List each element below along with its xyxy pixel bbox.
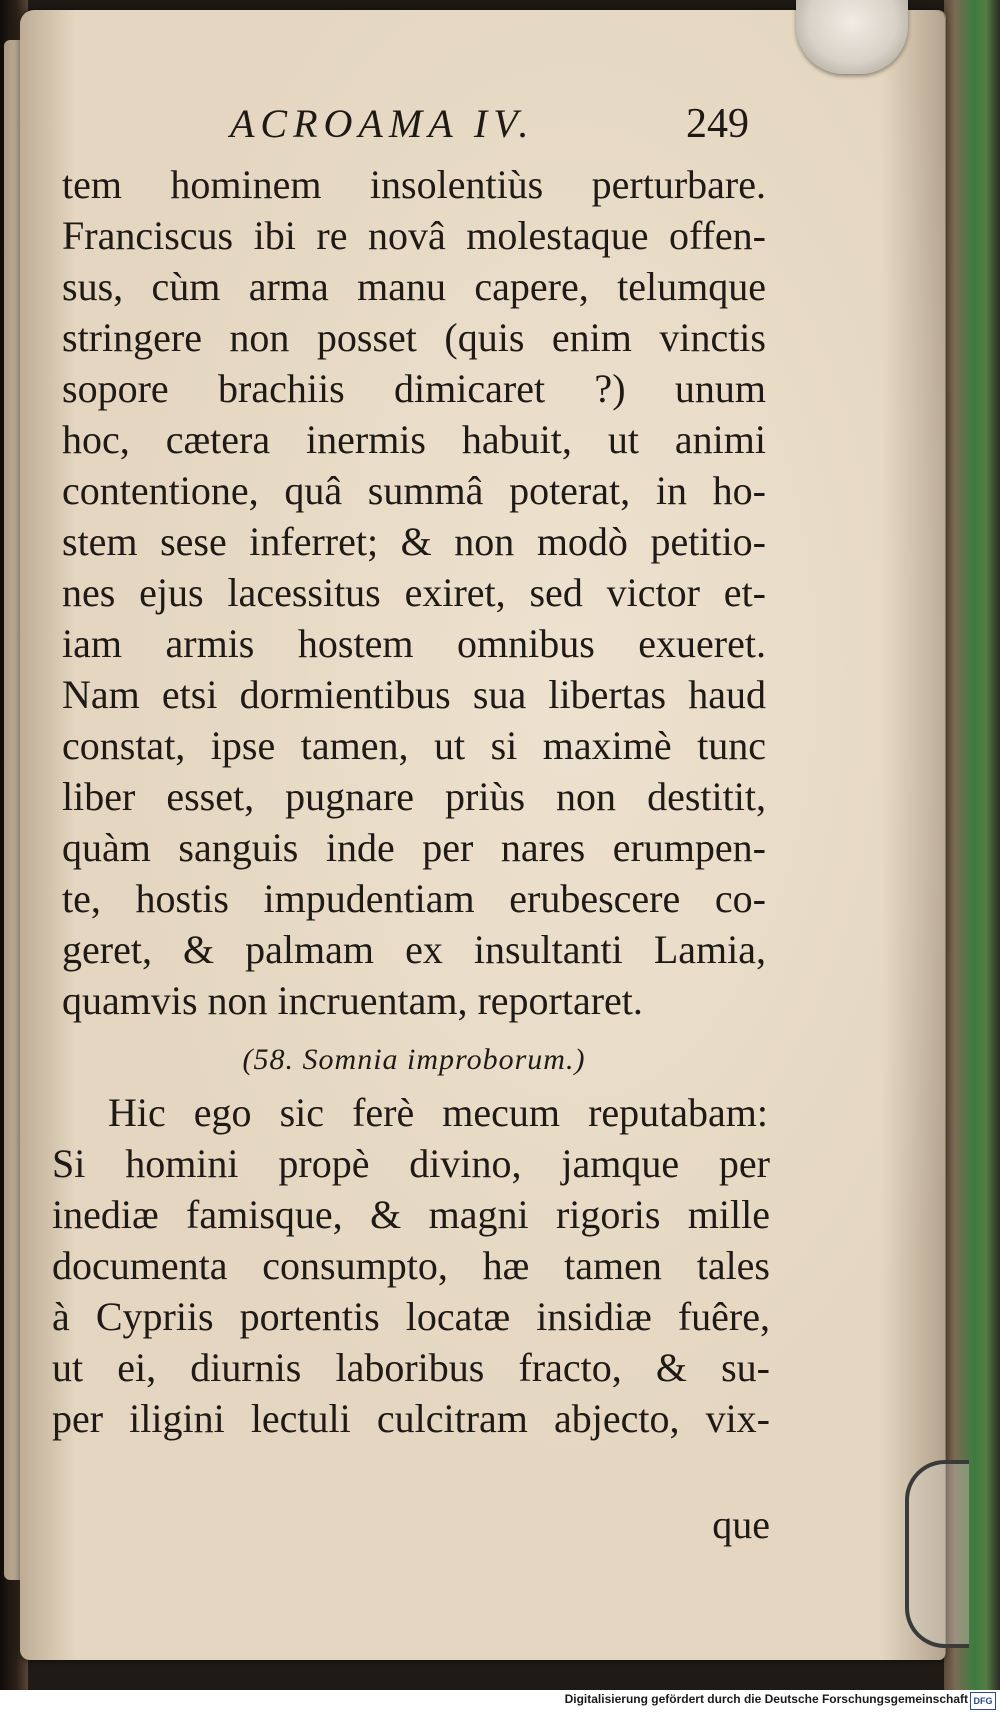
text-line: per iligini lectuli culcitram abjecto, vix- [52,1396,770,1441]
text-line: Si homini propè divino, jamque per [52,1141,770,1186]
text-line: liber esset, pugnare priùs non destitit, [62,774,766,819]
text-line: constat, ipse tamen, ut si maximè tunc [62,723,766,768]
dfg-logo-icon: DFG [970,1692,996,1710]
text-line: documenta consumpto, hæ tamen tales [52,1243,770,1288]
text-line: nes ejus lacessitus exiret, sed victor et- [62,570,766,615]
running-head: ACROAMA IV. [230,101,535,146]
text-line: sus, cùm arma manu capere, telumque [62,264,766,309]
text-line: inediæ famisque, & magni rigoris mille [52,1192,770,1237]
text-line: quàm sanguis inde per nares erumpen- [62,825,766,870]
text-line: stringere non posset (quis enim vinctis [62,315,766,360]
catchword: que [712,1502,770,1547]
text-line: Franciscus ibi re novâ molestaque offen- [62,213,766,258]
text-line: tem hominem insolentiùs perturbare. [62,162,766,207]
text-line: Hic ego sic ferè mecum reputabam: [108,1090,768,1135]
text-line: ut ei, diurnis laboribus fracto, & su- [52,1345,770,1390]
section-subheading: (58. Somnia improborum.) [242,1043,586,1076]
text-line: contentione, quâ summâ poterat, in ho- [62,468,766,513]
book-cover-edge [944,0,1000,1712]
text-line: Nam etsi dormientibus sua libertas haud [62,672,766,717]
text-line: te, hostis impudentiam erubescere co- [62,876,766,921]
text-line: à Cypriis portentis locatæ insidiæ fuêre, [52,1294,770,1339]
text-line: quamvis non incruentam, reportaret. [62,978,643,1023]
page-clip-side [905,1460,969,1648]
funding-notice: Digitalisierung gefördert durch die Deutsche Forschungsgemeinschaft [564,1692,968,1706]
text-line: hoc, cætera inermis habuit, ut animi [62,417,766,462]
text-line: sopore brachiis dimicaret ?) unum [62,366,766,411]
text-line: geret, & palmam ex insultanti Lamia, [62,927,766,972]
text-line: iam armis hostem omnibus exueret. [62,621,766,666]
text-line: stem sese inferret; & non modò petitio- [62,519,766,564]
page-number: 249 [686,101,749,147]
